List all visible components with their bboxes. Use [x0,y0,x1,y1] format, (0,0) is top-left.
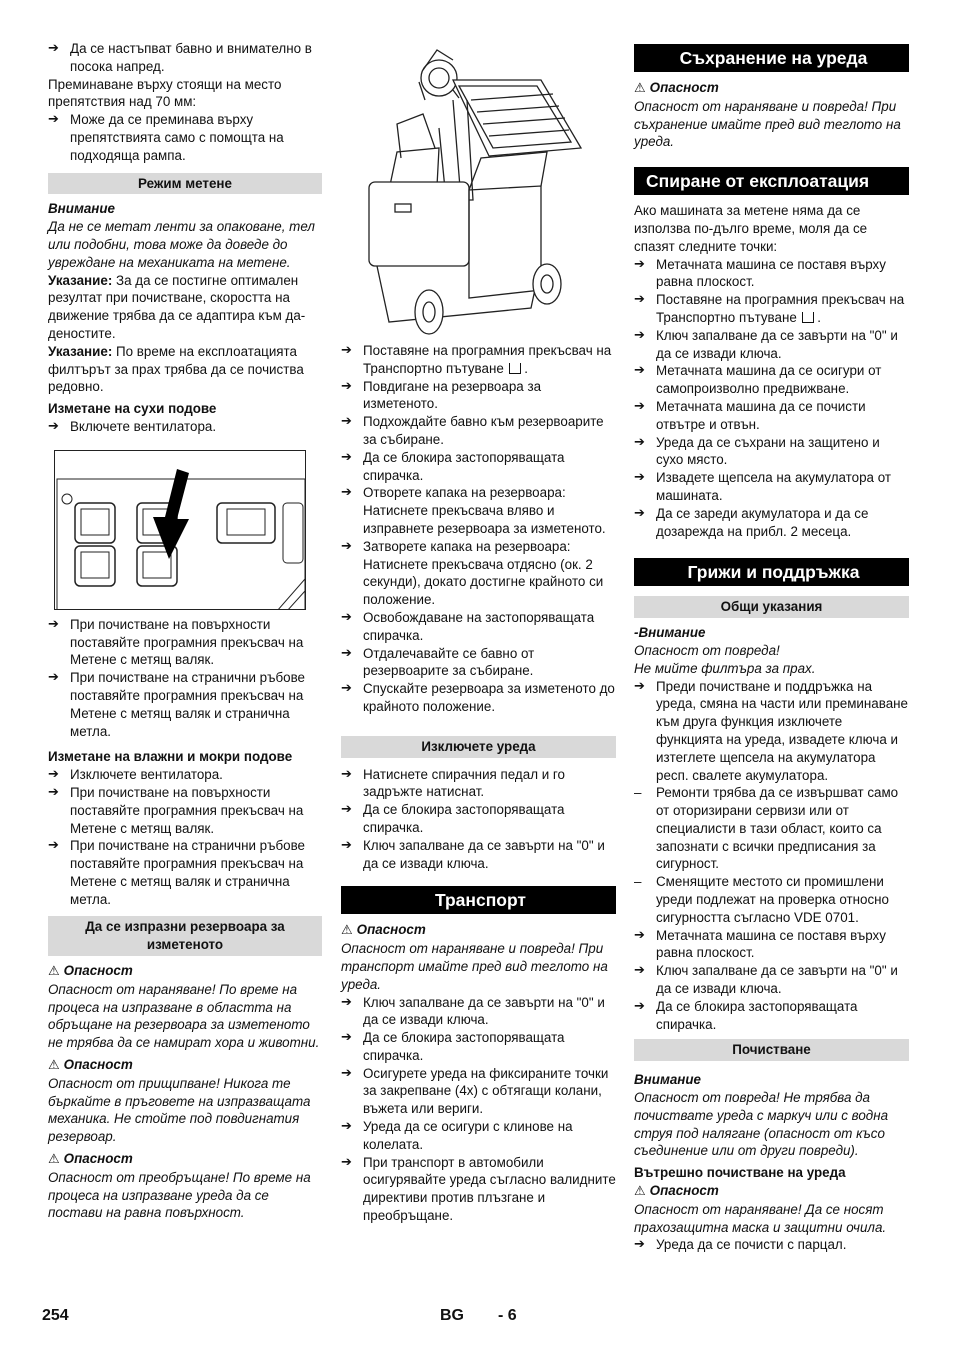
transport-icon [509,363,521,374]
transport-danger-label: ⚠ Опасност [341,922,426,939]
danger-label-1: ⚠ Опасност [48,963,133,980]
dry-floor-heading: Изметане на сухи подове [48,401,217,417]
transport-step-4: ➔ Уреда да се осигури с клинове на колелата. [341,1118,616,1154]
stop-step-2: ➔ Поставяне на програмния прекъсвач на Транспортно пътуване . [634,291,909,327]
empty-step-7: ➔ Освобождаване на застопоряващата спирачка. [341,609,616,645]
warning-icon: ⚠ [48,964,60,980]
transport-step-2: ➔ Да се блокира застопоряващата спирачка. [341,1029,616,1065]
cleaning-danger-label: ⚠ Опасност [634,1183,719,1200]
attention-text: Да не се метат ленти за опаковане, тел или подобни, това може да доведе до увреждане на механиката на метене. [48,219,315,270]
inner-cleaning-heading: Вътрешно почистване на уреда [634,1165,846,1181]
warning-icon: ⚠ [48,1058,60,1074]
heading-decommission: Спиране от експлоатация [634,167,909,195]
cleaning-step-1: ➔ Уреда да се почисти с парцал. [634,1236,909,1254]
cleaning-attention-label: Внимание [634,1072,702,1088]
wet-step-2: ➔ При почистване на повърхности поставяйте програмния прекъсвач на Метене с метящ валяк. [48,784,322,837]
stop-step-3: ➔ Ключ запалване да се завърти на "0" и да се извади ключа. [634,327,909,363]
warning-icon: ⚠ [48,1152,60,1168]
off-step-1: ➔ Натиснете спирачния педал и го задръжте натиснат. [341,766,616,802]
column-middle [341,40,616,1225]
sweeper-illustration [341,40,616,338]
heading-sweep-mode: Режим метене [48,173,322,195]
note-2: Указание: По време на експлоатацията филтърът за прах трябва да се почиства редовно. [48,343,304,395]
obstacle-text: Преминаване върху стоящи на место препятствия над 70 мм: [48,76,282,110]
step-drive-forward: ➔ Да се настъпват бавно и внимателно в посока напред. [48,40,322,76]
danger-text-3: Опасност от преобръщане! По време на процеса на изпразване уреда да се постави на равна повърхност. [48,1169,311,1221]
general-step-2: ➔ Метачната машина се поставя върху равна плоскост. [634,927,909,963]
off-step-3: ➔ Ключ запалване да се завърти на "0" и да се извади ключа. [341,837,616,873]
empty-step-3: ➔ Подхождайте бавно към резервоарите за събиране. [341,413,616,449]
stop-step-6: ➔ Уреда да се съхрани на защитено и сухо място. [634,434,909,470]
danger-text-2: Опасност от прищипване! Никога те бъркайте в пръговете на изпразващата механика. Не стойте под повдигнатия резервоар. [48,1075,311,1145]
storage-danger-text: Опасност от нараняване и повреда! При съхранение имайте пред вид теглото на уреда. [634,98,901,150]
language-code: BG [440,1307,464,1324]
transport-step-3: ➔ Осигурете уреда на фиксираните точки за закрепване (4x) с обтягащи колани, въжета или вериги. [341,1065,616,1118]
section-number: - 6 [498,1307,517,1324]
heading-care: Грижи и поддръжка [634,558,909,586]
stop-step-1: ➔ Метачната машина се поставя върху равна плоскост. [634,256,909,292]
cleaning-attention-text: Опасност от повреда! Не трябва да почиствате уреда с маркуч или с водна струя под налягане (опасност от късо съединение или от други повреди). [634,1090,889,1159]
stop-step-5: ➔ Метачната машина да се почисти отвътре и отвън. [634,398,909,434]
stop-step-7: ➔ Извадете щепсела на акумулатора от машината. [634,469,909,505]
empty-step-8: ➔ Отдалечавайте се бавно от резервоарите за събиране. [341,645,616,681]
transport-step-5: ➔ При транспорт в автомобили осигурявайте уреда съгласно валидните директиви против плъзгане и преобръщане. [341,1154,616,1225]
decommission-intro: Ако машината за метене няма да се използва по-дълго време, моля да се спазят следните точки: [634,203,868,254]
general-step-1: ➔ Преди почистване и поддръжка на уреда, смяна на части или преминаване към друга функция изключете функцията на уреда, извадете ключа и изтеглете щепсела на акумулатора респ. свалете акумулатора. [634,678,909,785]
heading-general: Общи указания [634,596,909,618]
danger-label-2: ⚠ Опасност [48,1057,133,1074]
empty-step-2: ➔ Повдигане на резервоара за изметеното. [341,378,616,414]
general-attention-2: Не мийте филтъра за прах. [634,660,816,676]
general-attention-1: Опасност от повреда! [634,642,780,658]
dry-step-3: ➔ При почистване на странични ръбове поставяйте програмния прекъсвач на Метене с метящ валяк и странична метла. [48,669,322,740]
general-step-3: ➔ Ключ запалване да се завърти на "0" и да се извади ключа. [634,962,909,998]
control-panel-illustration [55,451,306,610]
attention-label: Внимание [48,201,116,217]
empty-step-1: ➔ Поставяне на програмния прекъсвач на Транспортно пътуване . [341,342,616,378]
empty-step-6: ➔ Затворете капака на резервоара: Натиснете прекъсвача отдясно (ок. 2 секунди), докато достигне крайното си положение. [341,538,616,609]
wet-step-3: ➔ При почистване на странични ръбове поставяйте програмния прекъсвач на Метене с метящ валяк и странична метла. [48,837,322,908]
wet-floor-heading: Изметане на влажни и мокри подове [48,749,293,765]
heading-transport: Транспорт [341,886,616,914]
dry-step-1: ➔ Включете вентилатора. [48,418,322,436]
wet-step-1: ➔ Изключете вентилатора. [48,766,322,784]
page-number: 254 [42,1307,69,1324]
column-left [48,40,322,1222]
transport-danger-text: Опасност от нараняване и повреда! При транспорт имайте пред вид теглото на уреда. [341,941,608,992]
transport-icon [802,312,814,323]
general-attention-label: -Внимание [634,625,706,641]
column-right [634,44,909,1254]
heading-empty-container: Да се изпразни резервоара за изметеното [48,916,322,956]
general-dash-1: – Ремонти трябва да се извършват само от оторизирани сервизи или от специалисти в тази област, които са запознати с всички предписания за сигурност. [634,784,909,873]
empty-step-5: ➔ Отворете капака на резервоара: Натиснете прекъсвача вляво и изправнете резервоара за изметеното. [341,484,616,537]
danger-label-3: ⚠ Опасност [48,1151,133,1168]
dry-step-2: ➔ При почистване на повърхности поставяйте програмния прекъсвач на Метене с метящ валяк. [48,616,322,669]
cleaning-danger-text: Опасност от нараняване! Да се носят прахозащитна маска и защитни очила. [634,1201,887,1235]
general-dash-2: – Сменящите местото си промишлени уреди подлежат на проверка относно сигурността съгласно VDE 0701. [634,873,909,926]
warning-icon: ⚠ [634,81,646,96]
general-step-4: ➔ Да се блокира застопоряващата спирачка. [634,998,909,1034]
note-1: Указание: За да се постигне оптимален резултат при почистване, скоростта на движение трябва да се адаптира към да-деностите. [48,272,306,341]
empty-step-4: ➔ Да се блокира застопоряващата спирачка. [341,449,616,485]
stop-step-8: ➔ Да се зареди акумулатора и да се дозарежда на прибл. 2 месеца. [634,505,909,541]
warning-icon: ⚠ [634,1184,646,1200]
danger-text-1: Опасност от нараняване! По време на процеса на изпразване в областта на обръщане на резервоара за изметеното не трябва да се намират хора и животни. [48,981,320,1051]
stop-step-4: ➔ Метачната машина да се осигури от самопроизволно предвижване. [634,362,909,398]
off-step-2: ➔ Да се блокира застопоряващата спирачка. [341,801,616,837]
sweeper-figure [341,40,616,338]
storage-danger-label: ⚠ Опасност [634,80,719,96]
step-ramp: ➔ Може да се преминава върху препятствията само с помощта на подходяща рампа. [48,111,322,164]
empty-step-9: ➔ Спускайте резервоара за изметеното до крайното положение. [341,680,616,716]
heading-cleaning: Почистване [634,1039,909,1061]
heading-storage: Съхранение на уреда [634,44,909,72]
heading-switch-off: Изключете уреда [341,736,616,758]
transport-step-1: ➔ Ключ запалване да се завърти на "0" и да се извади ключа. [341,994,616,1030]
warning-icon: ⚠ [341,923,353,939]
control-panel-figure [54,450,306,610]
